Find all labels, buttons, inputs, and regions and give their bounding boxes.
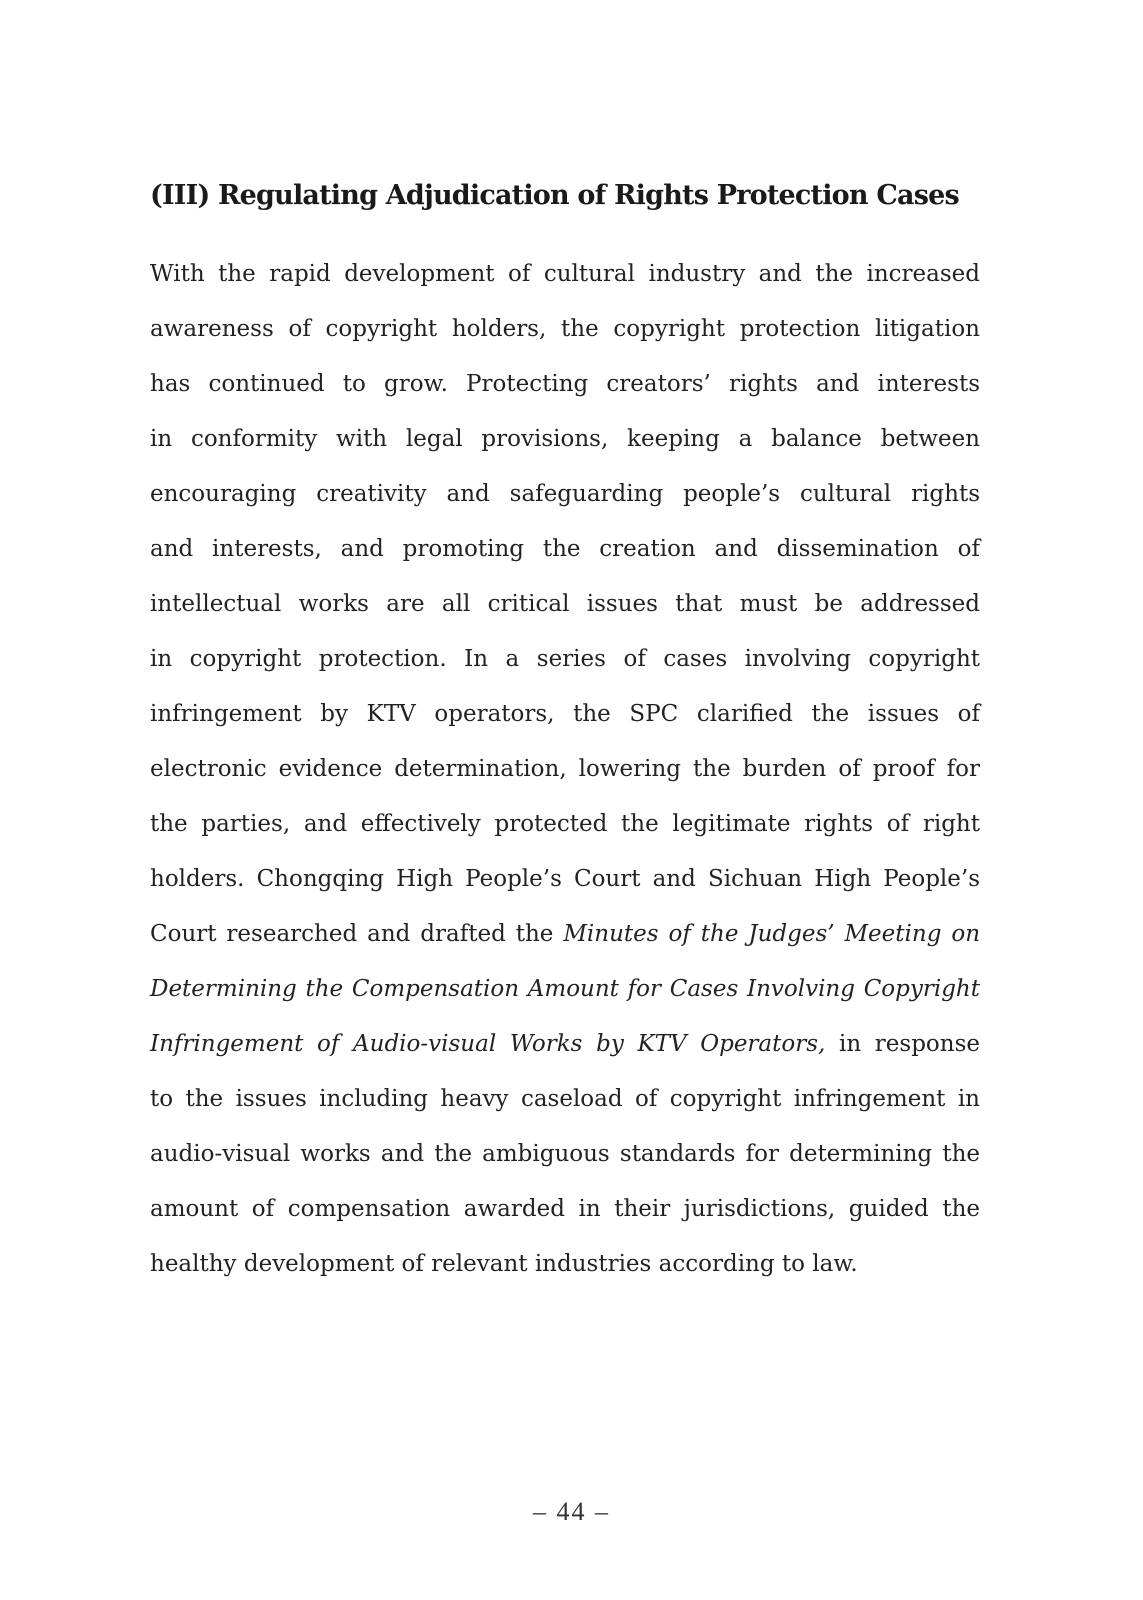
text-segment: audio-visual works and the ambiguous standards for determining the bbox=[150, 1141, 980, 1167]
text-line bbox=[150, 1127, 980, 1182]
text-segment: in copyright protection. In a series of cases involving copyright bbox=[150, 646, 980, 672]
text-line bbox=[150, 1237, 980, 1292]
text-line bbox=[150, 742, 980, 797]
text-segment: Court researched and drafted the bbox=[150, 921, 564, 947]
text-segment: With the rapid development of cultural industry and the increased bbox=[150, 261, 980, 287]
text-segment: intellectual works are all critical issues that must be addressed bbox=[150, 591, 980, 617]
text-line bbox=[150, 1017, 980, 1072]
italic-text-segment: Infringement of Audio-visual Works by KTV Operators, bbox=[150, 1031, 826, 1057]
text-segment: infringement by KTV operators, the SPC clarified the issues of bbox=[150, 701, 980, 727]
text-line bbox=[150, 632, 980, 687]
text-segment: the parties, and effectively protected the legitimate rights of right bbox=[150, 811, 980, 837]
text-segment: in conformity with legal provisions, keeping a balance between bbox=[150, 426, 980, 452]
text-line bbox=[150, 797, 980, 852]
text-segment: has continued to grow. Protecting creators’ rights and interests bbox=[150, 371, 980, 397]
text-segment: and interests, and promoting the creation and dissemination of bbox=[150, 536, 980, 562]
text-segment: amount of compensation awarded in their jurisdictions, guided the bbox=[150, 1196, 980, 1222]
text-line bbox=[150, 412, 980, 467]
text-line bbox=[150, 577, 980, 632]
text-segment: healthy development of relevant industries according to law. bbox=[150, 1251, 858, 1277]
body-paragraph bbox=[150, 247, 980, 1292]
text-line bbox=[150, 357, 980, 412]
text-line bbox=[150, 1072, 980, 1127]
text-segment: holders. Chongqing High People’s Court and Sichuan High People’s bbox=[150, 866, 980, 892]
text-line bbox=[150, 467, 980, 522]
text-line bbox=[150, 522, 980, 577]
page-number: – 44 – bbox=[533, 1497, 610, 1526]
text-line bbox=[150, 907, 980, 962]
text-segment: to the issues including heavy caseload of copyright infringement in bbox=[150, 1086, 980, 1112]
text-segment: awareness of copyright holders, the copyright protection litigation bbox=[150, 316, 980, 342]
text-segment: encouraging creativity and safeguarding people’s cultural rights bbox=[150, 481, 980, 507]
text-line bbox=[150, 852, 980, 907]
italic-text-segment: Determining the Compensation Amount for Cases Involving Copyright bbox=[150, 976, 980, 1002]
text-line bbox=[150, 962, 980, 1017]
section-heading: (III) Regulating Adjudication of Rights Protection Cases bbox=[150, 180, 959, 211]
text-segment: electronic evidence determination, lowering the burden of proof for bbox=[150, 756, 980, 782]
text-line bbox=[150, 302, 980, 357]
text-line bbox=[150, 247, 980, 302]
text-line bbox=[150, 1182, 980, 1237]
text-line bbox=[150, 687, 980, 742]
text-segment: in response bbox=[825, 1031, 980, 1057]
italic-text-segment: Minutes of the Judges’ Meeting on bbox=[563, 921, 981, 947]
